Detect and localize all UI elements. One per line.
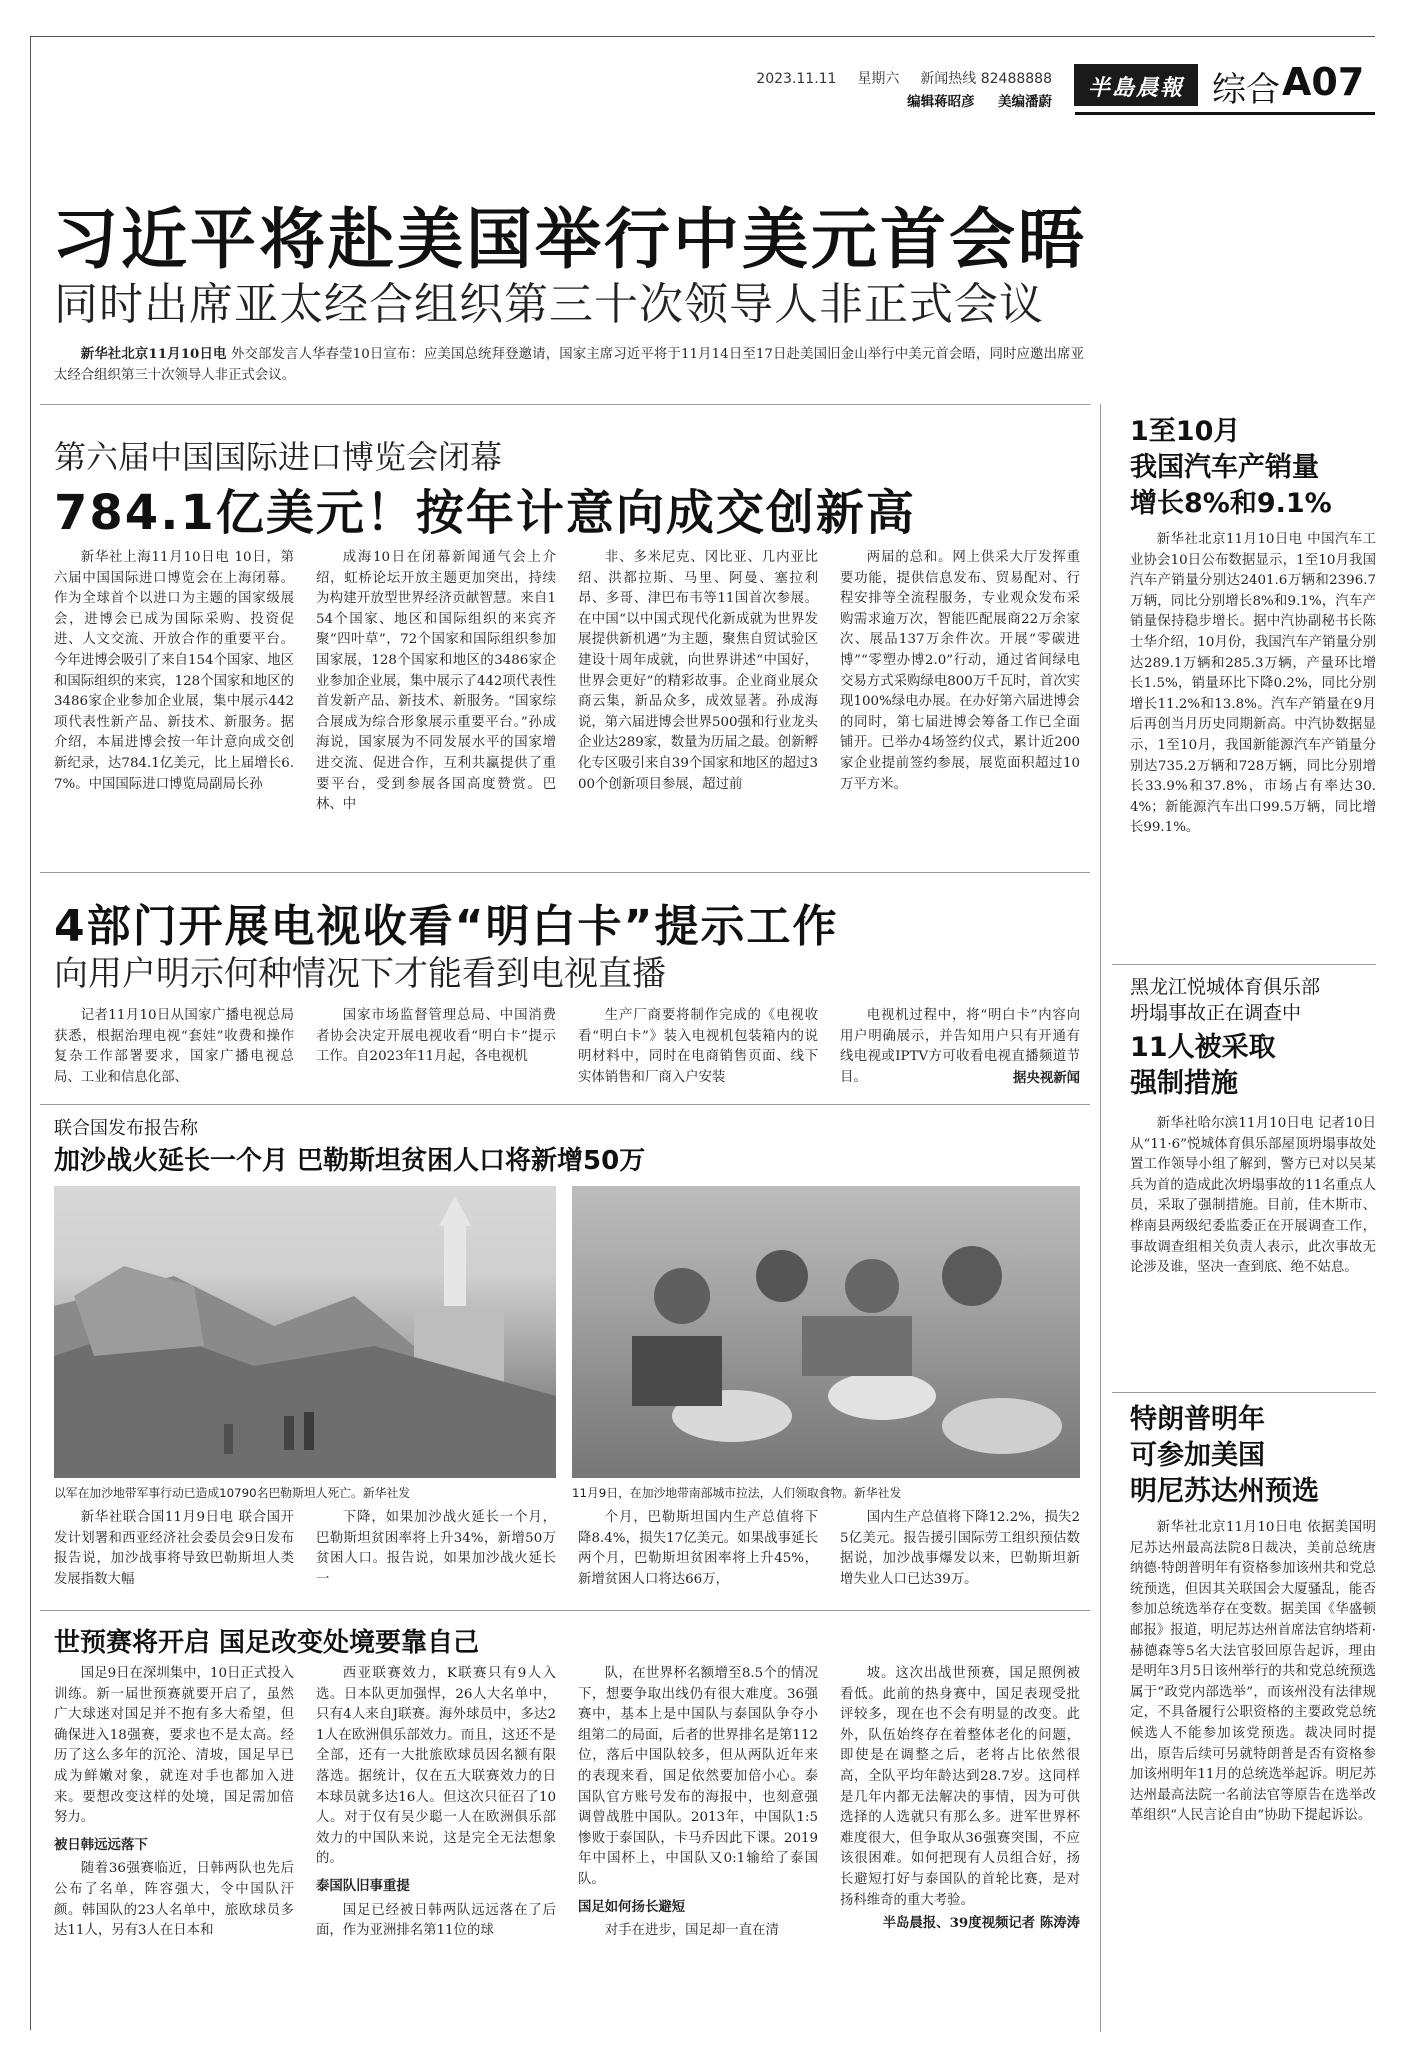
masthead-staff-line [700, 90, 1052, 110]
frame-left-line [30, 36, 31, 2030]
tv-subheadline: 向用户明示何种情况下才能看到电视直播 [54, 954, 666, 994]
hlj-body: 新华社哈尔滨11月10日电 记者10日从“11·6”悦城体育俱乐部屋顶坍塌事故处置工作领导小组了解到，警方已对以吴某兵为首的造成此次坍塌事故的11名重点人员，采取了强制措施。目前，佳木斯市、桦南县两级纪委监委正在开展调查工作，事故调查组相关负责人表示，此次事故无论涉及谁，坚决一查到底、绝不姑息。 [1130, 1116, 1376, 1276]
auto-body: 新华社北京11月10日电 中国汽车工业协会10日公布数据显示，1至10月我国汽车产销量分别达2401.6万辆和2396.7万辆，同比分别增长8%和9.1%，汽车产销量保持稳步增长。据中汽协副秘书长陈士华介绍，10月份，我国汽车产销量分别达289.1万辆和285.3万辆，产量环比增长1.5%，销量环比下降0.2%，同比分别增长11.2%和13.8%。汽车产销量在9月后再创当月历史同期新高。中汽协数据显示，1至10月，我国新能源汽车产销量分别达735.2万辆和728万辆，同比分别增长33.9%和37.8%，市场占有率达30.4%；新能源汽车出口99.5万辆，同比增长99.1%。 [1130, 532, 1376, 836]
lead-body: 新华社北京11月10日电 外交部发言人华春莹10日宣布：应美国总统拜登邀请，国家主席习近平将于11月14日至17日赴美国旧金山举行中美元首会晤，同时应邀出席亚太经合组织第三十次领导人非正式会议。 [54, 346, 1084, 383]
masthead-hotline: 新闻热线 82488888 [920, 71, 1052, 87]
expo-kicker: 第六届中国国际进口博览会闭幕 [54, 438, 503, 476]
gaza-photo-rubble-art [54, 1186, 556, 1478]
football-col-4: 坡。这次出战世预赛，国足照例被看低。此前的热身赛中，国足表现受批评较多，现在也不会有明显的改变。此外，队伍始终存在着整体老化的问题，即使是在调整之后，老将占比依然很高，全队平均年龄达到28.7岁。这同样是几年内都无法解决的事情，因为可供选择的人选就只有那么多。进军世界杯难度很大，但争取从36强赛突围，不应该很困难。如何把现有人员组合好，扬长避短打好与泰国队的首轮比赛，是对扬科维奇的重大考验。 半岛晨报、39度视频记者 陈涛涛 [840, 1664, 1080, 2036]
tv-headline: 4部门开展电视收看“明白卡”提示工作 [54, 901, 839, 952]
gaza-kicker: 联合国发布报告称 [54, 1118, 198, 1139]
gaza-divider [40, 1610, 1090, 1611]
masthead-designer: 美编潘蔚 [998, 94, 1052, 110]
tv-col-4: 电视机过程中，将“明白卡”内容向用户明确展示，并告知用户只有开通有线电视或IPTV方可收看电视直播频道节目。 据央视新闻 [840, 1006, 1080, 1090]
frame-top-line [30, 36, 1375, 37]
tv-col-3: 生产厂商要将制作完成的《电视收看“明白卡”》装入电视机包装箱内的说明材料中，同时在电商销售页面、线下实体销售和厂商入户安装 [578, 1008, 818, 1085]
football-subhead-3: 国足如何扬长避短 [578, 1898, 686, 1915]
gaza-col-1: 新华社联合国11月9日电 联合国开发计划署和西亚经济社会委员会9日发布报告说，加沙战事将导致巴勒斯坦人类发展指数大幅 [54, 1510, 294, 1587]
gaza-headline: 加沙战火延长一个月 巴勒斯坦贫困人口将新增50万 [54, 1146, 646, 1176]
football-source: 半岛晨报、39度视频记者 陈涛涛 [882, 1915, 1080, 1932]
tv-col-1: 记者11月10日从国家广播电视总局获悉，根据治理电视“套娃”收费和操作复杂工作部署要求，国家广播电视总局、工业和信息化部、 [54, 1008, 294, 1085]
football-subhead-2: 泰国队旧事重提 [316, 1877, 410, 1894]
hlj-divider [1112, 1392, 1376, 1393]
masthead-date: 2023.11.11 [756, 71, 837, 87]
section-name: 综合 [1212, 70, 1280, 110]
masthead [700, 60, 1380, 114]
paper-name: 半島晨報 [1087, 75, 1184, 101]
gaza-photo-rubble [54, 1186, 556, 1478]
masthead-date-line [700, 68, 1052, 88]
football-headline: 世预赛将开启 国足改变处境要靠自己 [54, 1628, 480, 1658]
masthead-weekday: 星期六 [857, 71, 900, 87]
tv-source: 据央视新闻 [1013, 1069, 1080, 1086]
gaza-caption-left: 以军在加沙地带军事行动已造成10790名巴勒斯坦人死亡。新华社发 [54, 1486, 411, 1500]
football-col-3: 队，在世界杯名额增至8.5个的情况下，想要争取出线仍有很大难度。36强赛中，基本上是中国队与泰国队争夺小组第二的局面，后者的世界排名是第112位，落后中国队较多，但从两队近年来的表现来看，国足依然要加倍小心。泰国队官方账号发布的海报中，也刻意强调曾战胜中国队。2013年，中国队1:5惨败于泰国队，卡马乔因此下课。2019年中国杯上，中国队又0:1输给了泰国队。 国足如何扬长避短 对手在进步，国足却一直在清 [578, 1666, 818, 1939]
expo-col-3: 非、多米尼克、冈比亚、几内亚比绍、洪都拉斯、马里、阿曼、塞拉利昂、多哥、津巴布韦等11国首次参展。在中国“以中国式现代化新成就为世界发展提供新机遇”为主题，聚焦自贸试验区建设十周年成就，向世界讲述“中国好，世界会更好”的精彩故事。企业商业展众商云集，新品众多，成效显著。孙成海说，第六届进博会世界500强和行业龙头企业达289家，数量为历届之最。创新孵化专区吸引来自39个国家和地区的超过300个创新项目参展，超过前 [578, 550, 818, 792]
gaza-col-3: 个月，巴勒斯坦国内生产总值将下降8.4%，损失17亿美元。如果战事延长两个月，巴勒斯坦贫困率将上升45%，新增贫困人口将达66万， [578, 1510, 818, 1587]
lead-divider [40, 404, 1090, 405]
tv-divider [40, 1104, 1090, 1105]
hlj-kicker: 黑龙江悦城体育俱乐部 坍塌事故正在调查中 [1130, 976, 1321, 1024]
masthead-rule [1075, 112, 1375, 115]
gaza-photo-food-art [572, 1186, 1080, 1478]
tv-col-2: 国家市场监督管理总局、中国消费者协会决定开展电视收看“明白卡”提示工作。自2023年11月起，各电视机 [316, 1008, 556, 1065]
trump-title: 特朗普明年 可参加美国 明尼苏达州预选 [1130, 1404, 1319, 1507]
football-col-2: 西亚联赛效力，K联赛只有9人入选。日本队更加强悍，26人大名单中，只有4人来自J联赛。海外球员中，多达21人在欧洲俱乐部效力。而且，这还不是全部，还有一大批旅欧球员因名额有限落选。据统计，仅在五大联赛效力的日本球员就多达16人。但这次只征召了10人。对于仅有吴少聪一人在欧洲俱乐部效力的中国队来说，这是完全无法想象的。 泰国队旧事重提 国足已经被日韩两队远远落在了后面，作为亚洲排名第11位的球 [316, 1666, 556, 1939]
trump-body: 新华社北京11月10日电 依据美国明尼苏达州最高法院8日裁决，美前总统唐纳德·特朗普明年有资格参加该州共和党总统预选，但因其关联国会大厦骚乱，能否参加总统选举存在变数。据美国《华盛顿邮报》报道，明尼苏达州首席法官纳塔莉·赫德森等5名大法官驳回原告起诉，理由是明年3月5日该州举行的共和党总统预选属于“政党内部选举”，而该州没有法律规定，不具备履行公职资格的主要政党总统候选人不能参加该党预选。裁决同时提出，原告后续可另就特朗普是否有资格参加该州明年11月的总统选举起诉。明尼苏达州最高法院一名前法官等原告在选举改革组织“人民言论自由”协助下提起诉讼。 [1130, 1520, 1376, 1824]
expo-col-2: 成海10日在闭幕新闻通气会上介绍，虹桥论坛开放主题更加突出，持续为构建开放型世界经济贡献智慧。来自154个国家、地区和国际组织的来宾齐聚“四叶草”，72个国家和国际组织参加国家展，128个国家和地区的3486家企业参加企业展，集中展示了442项代表性首发新产品、新技术、新服务。“国家综合展成为综合形象展示重要平台。”孙成海说，国家展为不同发展水平的国家增进交流、促进合作，互利共赢提供了重要平台，受到参展各国高度赞赏。巴林、中 [316, 550, 556, 813]
sidebar-separator [1100, 404, 1101, 2032]
masthead-editor: 编辑蒋昭彦 [907, 94, 975, 110]
auto-divider [1112, 964, 1376, 965]
gaza-col-4: 国内生产总值将下降12.2%，损失25亿美元。报告援引国际劳工组织预估数据说，加沙战事爆发以来，巴勒斯坦新增失业人口已达39万。 [840, 1510, 1080, 1587]
lead-subheadline: 同时出席亚太经合组织第三十次领导人非正式会议 [54, 279, 1044, 330]
expo-col-4: 两届的总和。网上供采大厅发挥重要功能，提供信息发布、贸易配对、行程安排等全流程服务，专业观众发布采购需求逾万次，智能匹配展商22万余家次、展品137万余件次。开展“零碳进博”“零塑办博2.0”行动，通过省间绿电交易方式采购绿电800万千瓦时，首次实现100%绿电办展。在办好第六届进博会的同时，第七届进博会筹备工作已全面铺开。已举办4场签约仪式，累计近200家企业提前签约参展，展览面积超过10万平方米。 [840, 550, 1080, 792]
gaza-photo-food [572, 1186, 1080, 1478]
lead-headline: 习近平将赴美国举行中美元首会晤 [52, 201, 1087, 278]
football-subhead-1: 被日韩远远落下 [54, 1836, 148, 1853]
gaza-col-2: 下降，如果加沙战火延长一个月，巴勒斯坦贫困率将上升34%，新增50万贫困人口。报告说，如果加沙战火延长一 [316, 1510, 556, 1587]
football-col-1: 国足9日在深圳集中，10日正式投入训练。新一届世预赛就要开启了，虽然广大球迷对国足并不抱有多大希望，但确保进入18强赛，要求也不是太高。经历了这么多年的沉沦、清坡，国足早已成为鲜嫩对象，就连对手也都加入进来。要想改变这样的处境，国足需加倍努力。 被日韩远远落下 随着36强赛临近，日韩两队也先后公布了名单，阵容强大，令中国队汗颜。韩国队的23人名单中，旅欧球员多达11人，另有3人在日本和 [54, 1666, 294, 1939]
auto-title: 1至10月 我国汽车产销量 增长8%和9.1% [1130, 416, 1332, 519]
page-number: A07 [1282, 60, 1365, 104]
lead-dateline: 新华社北京11月10日电 [80, 346, 227, 362]
paper-logo [1074, 64, 1198, 106]
gaza-caption-right: 11月9日，在加沙地带南部城市拉法，人们领取食物。新华社发 [572, 1486, 902, 1500]
hlj-title: 11人被采取 强制措施 [1130, 1032, 1276, 1099]
expo-headline: 784.1亿美元！按年计意向成交创新高 [54, 485, 916, 541]
expo-divider [40, 872, 1090, 873]
expo-col-1: 新华社上海11月10日电 10日，第六届中国国际进口博览会在上海闭幕。作为全球首个以进口为主题的国家级展会，进博会已成为国际采购、投资促进、人文交流、开放合作的重要平台。今年进博会吸引了来自154个国家、地区和国际组织的来宾，128个国家和地区的3486家企业参加企业展，集中展示442项代表性新产品、新技术、新服务。据介绍，本届进博会按一年计意向成交创新纪录，达784.1亿美元，比上届增长6.7%。中国国际进口博览局副局长孙 [54, 550, 294, 792]
